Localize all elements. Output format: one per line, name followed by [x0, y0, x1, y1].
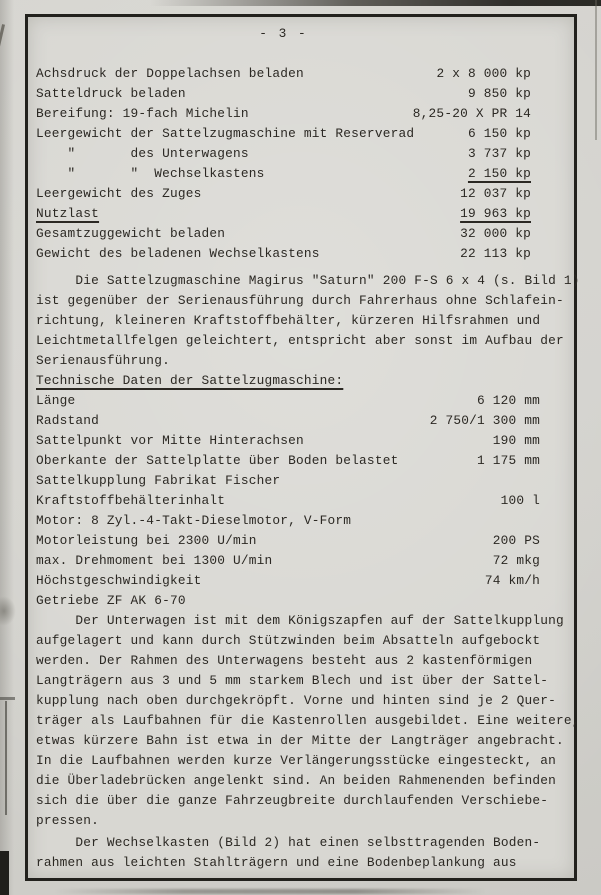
spec-row — [36, 471, 540, 491]
scan-artifact-topleft-diagonal — [0, 24, 5, 60]
spec-label: Kraftstoffbehälterinhalt — [36, 493, 226, 508]
spec-value: 6 150 kp — [467, 126, 531, 141]
spec-value: 74 km/h — [484, 573, 540, 588]
text-line: die Überladebrücken angelenkt sind. An beiden Rahmenenden befinden — [36, 773, 557, 788]
spec-label: Gewicht des beladenen Wechselkastens — [36, 246, 320, 261]
spec-row — [36, 64, 531, 84]
page-border-frame — [25, 14, 580, 881]
spec-value: 200 PS — [492, 533, 540, 548]
spec-value: 2 x 8 000 kp — [436, 66, 531, 81]
spec-table-technical — [36, 391, 540, 611]
spec-value: 3 737 kp — [467, 146, 531, 161]
spec-row — [36, 491, 540, 511]
spec-row — [36, 244, 531, 264]
spec-label: Radstand — [36, 413, 100, 428]
text-line: Der Wechselkasten (Bild 2) hat einen selbsttragenden Boden- — [36, 835, 541, 850]
text-line: Die Sattelzugmaschine Magirus "Saturn" 200 F-S 6 x 4 (s. Bild 1) — [36, 273, 580, 288]
spec-label: Satteldruck beladen — [36, 86, 186, 101]
spec-label: Sattelpunkt vor Mitte Hinterachsen — [36, 433, 304, 448]
page-number: - 3 - — [259, 26, 308, 41]
spec-value: 6 120 mm — [476, 393, 540, 408]
spec-label: Gesamtzuggewicht beladen — [36, 226, 226, 241]
spec-row — [36, 511, 540, 531]
spec-row — [36, 451, 540, 471]
spec-label: Achsdruck der Doppelachsen beladen — [36, 66, 304, 81]
text-line: Leichtmetallfelgen geleichtert, entspricht aber sonst im Aufbau der — [36, 333, 564, 348]
spec-row — [36, 411, 540, 431]
scan-artifact-right-streak — [595, 0, 597, 140]
spec-value: 72 mkg — [492, 553, 540, 568]
scan-artifact-bottom-band — [55, 889, 485, 894]
spec-row — [36, 571, 540, 591]
scan-artifact-top-band — [150, 0, 601, 6]
text-line: aufgelagert und kann durch Stützwinden beim Absatteln aufgebockt — [36, 633, 541, 648]
spec-row — [36, 124, 531, 144]
page-content — [28, 17, 580, 873]
scan-artifact-left-smudge — [0, 596, 16, 626]
spec-row — [36, 104, 531, 124]
wechselkasten-paragraph — [36, 833, 574, 873]
spec-value: 1 175 mm — [476, 453, 540, 468]
spec-label: Nutzlast — [36, 206, 100, 221]
text-line: pressen. — [36, 813, 100, 828]
spec-value: 22 113 kp — [460, 246, 531, 261]
spec-value: 32 000 kp — [460, 226, 531, 241]
text-line: sich die über die ganze Fahrzeugbreite durchlaufenden Verschiebe- — [36, 793, 549, 808]
text-line: richtung, kleineren Kraftstoffbehälter, kürzeren Hilfsrahmen und — [36, 313, 541, 328]
spec-row — [36, 204, 531, 224]
spec-label: " " Wechselkastens — [36, 166, 265, 181]
scan-left-margin-shade — [0, 0, 14, 895]
text-line: träger als Laufbahnen für die Kastenrollen ausgebildet. Eine weitere, — [36, 713, 580, 728]
spec-label: Motorleistung bei 2300 U/min — [36, 533, 257, 548]
text-line: In die Laufbahnen werden kurze Verlängerungsstücke eingesteckt, an — [36, 753, 557, 768]
spec-label: Getriebe ZF AK 6-70 — [36, 593, 186, 608]
scan-artifact-left-tick — [0, 697, 15, 700]
spec-label: Oberkante der Sattelplatte über Boden belastet — [36, 453, 399, 468]
spec-row — [36, 531, 540, 551]
spec-row — [36, 551, 540, 571]
spec-label: Sattelkupplung Fabrikat Fischer — [36, 473, 281, 488]
spec-row — [36, 184, 531, 204]
text-line: werden. Der Rahmen des Unterwagens besteht aus 2 kastenförmigen — [36, 653, 533, 668]
text-line: etwas kürzere Bahn ist etwa in der Mitte der Langträger angebracht. — [36, 733, 564, 748]
spec-label: max. Drehmoment bei 1300 U/min — [36, 553, 273, 568]
spec-value: 9 850 kp — [467, 86, 531, 101]
section-heading: Technische Daten der Sattelzugmaschine: — [36, 373, 344, 388]
spec-row — [36, 164, 531, 184]
spec-row — [36, 591, 540, 611]
spec-label: Länge — [36, 393, 76, 408]
chassis-paragraph — [36, 611, 580, 831]
scan-artifact-bottom-left-bar — [0, 851, 9, 895]
spec-value: 19 963 kp — [460, 206, 531, 221]
spec-label: Leergewicht der Sattelzugmaschine mit Reserverad — [36, 126, 415, 141]
spec-value: 2 150 kp — [467, 166, 531, 181]
spec-value: 8,25-20 X PR 14 — [412, 106, 531, 121]
intro-paragraph — [36, 271, 580, 371]
spec-row — [36, 224, 531, 244]
spec-table-weights — [36, 64, 531, 264]
spec-label: Leergewicht des Zuges — [36, 186, 202, 201]
spec-label: Höchstgeschwindigkeit — [36, 573, 202, 588]
text-line: Langträgern aus 3 und 5 mm starkem Blech und ist über der Sattel- — [36, 673, 549, 688]
spec-value: 12 037 kp — [460, 186, 531, 201]
spec-row — [36, 391, 540, 411]
text-line: ist gegenüber der Serienausführung durch Fahrerhaus ohne Schlafein- — [36, 293, 564, 308]
spec-label: Bereifung: 19-fach Michelin — [36, 106, 249, 121]
spec-value: 2 750/1 300 mm — [429, 413, 540, 428]
spec-row — [36, 431, 540, 451]
spec-label: " des Unterwagens — [36, 146, 249, 161]
text-line: Serienausführung. — [36, 353, 170, 368]
spec-value: 100 l — [500, 493, 540, 508]
text-line: rahmen aus leichten Stahlträgern und eine Bodenbeplankung aus — [36, 855, 517, 870]
spec-row — [36, 84, 531, 104]
spec-row — [36, 144, 531, 164]
spec-value: 190 mm — [492, 433, 540, 448]
scan-artifact-left-line — [5, 701, 7, 815]
spec-label: Motor: 8 Zyl.-4-Takt-Dieselmotor, V-Form — [36, 513, 352, 528]
text-line: kupplung nach oben durchgekröpft. Vorne und hinten sind je 2 Quer- — [36, 693, 557, 708]
text-line: Der Unterwagen ist mit dem Königszapfen auf der Sattelkupplung — [36, 613, 564, 628]
